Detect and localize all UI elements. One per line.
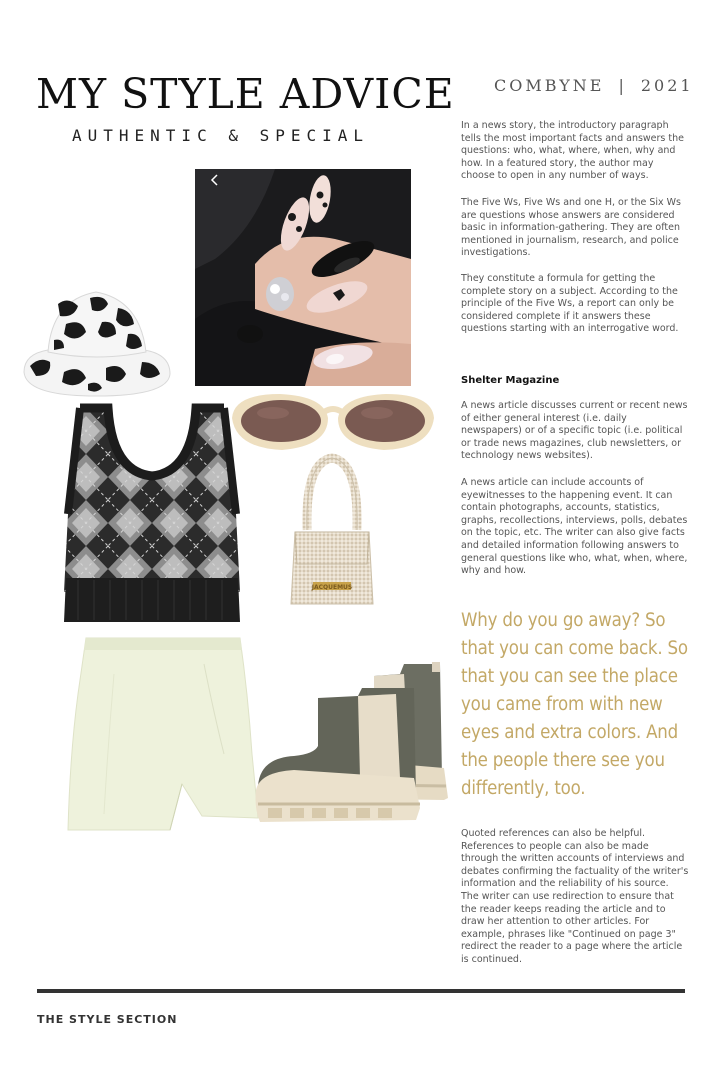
- chelsea-boots: [254, 658, 450, 824]
- page-subtitle: AUTHENTIC & SPECIAL: [72, 126, 370, 145]
- straw-mini-bag: [287, 454, 377, 610]
- article-paragraph: In a news story, the introductory paragraph tells the most important facts and answers the questions: who, what, where, when, why and how. In a featured story, the author may choose to open in any number of ways.: [461, 120, 684, 182]
- article-paragraph: A news article discusses current or recent news of either general interest (i.e. daily newspapers) or of a specific topic (i.e. political or trade news magazines, club newsletters, or technology news websites).: [461, 400, 688, 462]
- nails-photo: [195, 169, 411, 386]
- page-title: MY STYLE ADVICE: [36, 70, 455, 118]
- masthead-separator: |: [618, 76, 627, 95]
- masthead: [494, 76, 694, 95]
- brand-name: COMBYNE: [494, 76, 605, 95]
- nails-photo-illustration: [195, 169, 411, 386]
- cow-print-bucket-hat: [18, 284, 174, 410]
- argyle-crop-vest: [64, 402, 240, 624]
- article-paragraph: They constitute a formula for getting the complete story on a subject. According to the principle of the Five Ws, a report can only be considered complete if it answers these questions starting with an interrogative word.: [461, 273, 679, 335]
- cream-mini-skirt: [64, 634, 260, 834]
- footer-rule: [37, 989, 685, 993]
- article-paragraph: Quoted references can also be helpful. References to people can also be made through the written accounts of interviews and debates confirming the factuality of the writer's information and the reliability of his source. The writer can use redirection to ensure that the reader keeps reading the article and to draw her attention to other articles. For example, phrases like "Continued on page 3" redirect the reader to a page where the article is continued.: [461, 828, 689, 965]
- pull-quote: Why do you go away? So that you can come back. So that you can see the place you came from with new eyes and extra colors. And the people there see you differently, too.: [461, 610, 688, 799]
- cream-oval-sunglasses: [228, 388, 438, 456]
- issue-year: 2021: [640, 76, 694, 95]
- bag-logo: JACQUEMUS: [311, 584, 353, 591]
- article-paragraph: A news article can include accounts of eyewitnesses to the happening event. It can contain photographs, accounts, statistics, graphs, recollections, interviews, polls, debates on the topic, etc. The writer can also give facts and detailed information following answers to general questions like who, what, when, where, why and how.: [461, 477, 688, 577]
- footer-label: THE STYLE SECTION: [37, 1013, 178, 1026]
- article-paragraph: The Five Ws, Five Ws and one H, or the Six Ws are questions whose answers are considered basic in information-gathering. They are often mentioned in journalism, research, and police investigations.: [461, 197, 682, 259]
- section-heading: Shelter Magazine: [461, 375, 560, 386]
